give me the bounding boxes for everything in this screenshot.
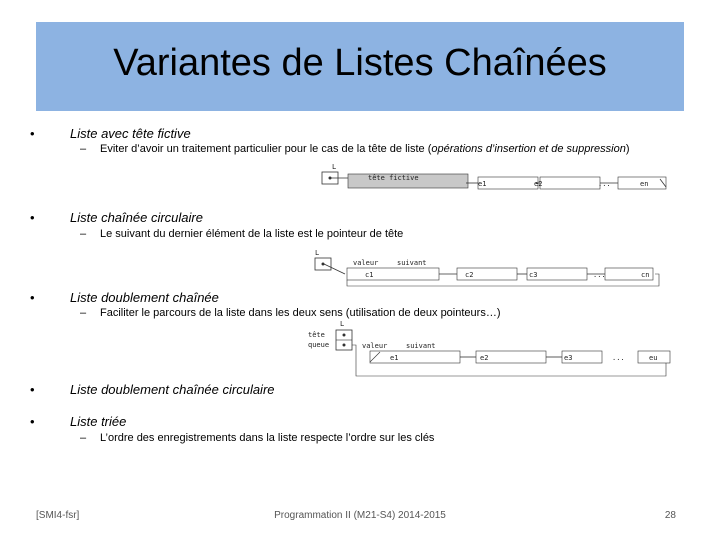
subitem-italic-text: opérations d’insertion et de suppression [431, 143, 626, 155]
diagram-node: c1 [365, 271, 374, 279]
footer-left: [SMI4-fsr] [36, 510, 80, 521]
bullet: • [30, 126, 35, 141]
diagram-node: eu [649, 354, 658, 362]
diagram-node: e1 [478, 180, 487, 188]
diagram-node: ... [598, 180, 611, 188]
diagram-label-fictive: tête fictive [368, 174, 419, 182]
item-liste-doublement-chainee-circulaire: Liste doublement chaînée circulaire [70, 382, 275, 397]
subitem-text: Faciliter le parcours de la liste dans les deux sens (utilisation de deux pointeurs…) [100, 307, 501, 319]
diagram-label-suivant: suivant [406, 342, 436, 350]
subitem-tete-fictive [80, 143, 640, 155]
item-liste-tete-fictive: Liste avec tête fictive [70, 126, 191, 141]
subitem-text: Le suivant du dernier élément de la liste est le pointeur de tête [100, 228, 404, 240]
diagram-node: e2 [534, 180, 543, 188]
diagram-node: ... [593, 271, 606, 279]
subitem-text: L’ordre des enregistrements dans la liste respecte l’ordre sur les clés [100, 432, 435, 444]
dash: – [80, 228, 87, 240]
diagram-label-valeur: valeur [362, 342, 388, 350]
diagram-node: cn [641, 271, 650, 279]
diagram-node: e1 [390, 354, 399, 362]
diagram-label-suivant: suivant [397, 259, 427, 267]
diagram-label-valeur: valeur [353, 259, 379, 267]
dash: – [80, 307, 87, 319]
diagram-node: ... [612, 354, 625, 362]
subitem-circulaire [80, 228, 403, 240]
subitem-text: Eviter d’avoir un traitement particulier pour le cas de la tête de liste ( [100, 143, 432, 155]
diagram-label-head: L [315, 249, 320, 257]
diagram-node: c3 [529, 271, 538, 279]
bullet: • [30, 210, 35, 225]
diagram-node: en [640, 180, 649, 188]
item-liste-doublement-chainee: Liste doublement chaînée [70, 290, 219, 305]
subitem-doublement-chainee [80, 307, 500, 319]
bullet: • [30, 414, 35, 429]
dash: – [80, 143, 87, 155]
dash: – [80, 432, 87, 444]
slide-title: Variantes de Listes Chaînées [113, 42, 607, 84]
diagram-label-queue: queue [308, 341, 330, 349]
bullet: • [30, 382, 35, 397]
subitem-text-end: ) [625, 143, 630, 155]
item-liste-circulaire: Liste chaînée circulaire [70, 210, 203, 225]
diagram-circulaire [305, 248, 665, 288]
diagram-node: e3 [564, 354, 573, 362]
diagram-label-tete: tête [308, 331, 325, 339]
diagram-node: c2 [465, 271, 474, 279]
diagram-node: e2 [480, 354, 489, 362]
subitem-triee [80, 432, 434, 444]
footer-center: Programmation II (M21-S4) 2014-2015 [274, 510, 446, 521]
diagram-doublement-chainee [300, 320, 680, 380]
diagram-label-head: L [332, 163, 337, 171]
bullet: • [30, 290, 35, 305]
diagram-tete-fictive [318, 163, 678, 193]
diagram-label-head: L [340, 320, 345, 328]
page-number: 28 [664, 510, 676, 521]
item-liste-triee: Liste triée [70, 414, 127, 429]
